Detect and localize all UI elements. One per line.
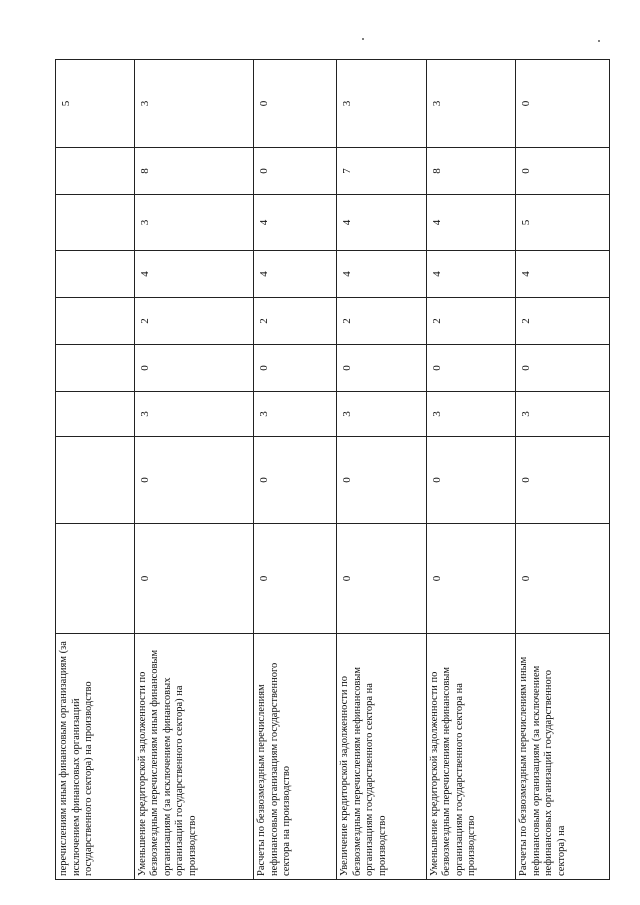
row-description: Расчеты по безвозмездным перечислениям нефинансовым организациям государственного сектора на производство [254,634,337,880]
code-cell: 0 [516,524,610,634]
code-cell: 2 [337,298,426,345]
code-cell [56,251,135,298]
code-cell: 3 [254,392,337,437]
code-cell: 0 [337,524,426,634]
code-cell [56,392,135,437]
rotated-table-wrapper [55,60,610,880]
code-cell: 4 [426,251,515,298]
code-cell: 3 [426,392,515,437]
code-cell: 0 [337,345,426,392]
row-description: перечислениям иным финансовым организациям (за исключением финансовых организаций государственного сектора) на производство [56,634,135,880]
code-cell: 4 [426,195,515,251]
code-cell: 0 [426,345,515,392]
code-cell: 2 [516,298,610,345]
code-cell: 7 [337,148,426,195]
code-cell: 8 [426,148,515,195]
code-cell: 0 [426,437,515,524]
code-cell: 0 [516,345,610,392]
code-cell: 4 [337,251,426,298]
row-description: Уменьшение кредиторской задолженности по безвозмездным перечислениям нефинансовым организациям государственного сектора на производство [426,634,515,880]
code-cell: 2 [426,298,515,345]
code-cell: 0 [337,437,426,524]
code-cell: 3 [337,60,426,148]
code-cell: 4 [254,251,337,298]
code-cell: 0 [426,524,515,634]
row-description: Расчеты по безвозмездным перечислениям иным нефинансовым организациям (за исключением нефинансовых организаций государственного сектора) на [516,634,610,880]
code-cell: 3 [134,195,254,251]
table-row [516,60,610,880]
table-row [254,60,337,880]
row-description: Увеличение кредиторской задолженности по безвозмездным перечислениям нефинансовым организациям государственного сектора на производство [337,634,426,880]
code-cell: 3 [134,60,254,148]
row-description: Уменьшение кредиторской задолженности по безвозмездным перечислениям иным финансовым организациям (за исключением финансовых организаций государственного сектора) на производство [134,634,254,880]
code-cell: 0 [134,345,254,392]
table-row [56,60,135,880]
code-cell: 3 [426,60,515,148]
code-cell: 0 [516,148,610,195]
code-cell [56,437,135,524]
code-cell: 8 [134,148,254,195]
code-cell: 0 [254,148,337,195]
code-cell [56,345,135,392]
code-cell: 3 [337,392,426,437]
code-cell [56,524,135,634]
budget-classification-table [55,59,610,880]
code-cell [56,195,135,251]
code-cell: 0 [134,437,254,524]
code-cell [56,298,135,345]
code-cell [56,148,135,195]
code-cell: 0 [254,60,337,148]
code-cell: 3 [516,392,610,437]
code-cell: 0 [134,524,254,634]
code-cell: 4 [337,195,426,251]
code-cell: 5 [56,60,135,148]
code-cell: 0 [516,437,610,524]
code-cell: 5 [516,195,610,251]
table-row [426,60,515,880]
scan-speck [362,38,364,40]
code-cell: 0 [254,437,337,524]
table-row [337,60,426,880]
code-cell: 2 [254,298,337,345]
code-cell: 4 [516,251,610,298]
code-cell: 4 [134,251,254,298]
table-row [134,60,254,880]
code-cell: 3 [134,392,254,437]
code-cell: 0 [254,524,337,634]
code-cell: 0 [516,60,610,148]
code-cell: 4 [254,195,337,251]
code-cell: 0 [254,345,337,392]
scan-speck [598,40,600,42]
code-cell: 2 [134,298,254,345]
